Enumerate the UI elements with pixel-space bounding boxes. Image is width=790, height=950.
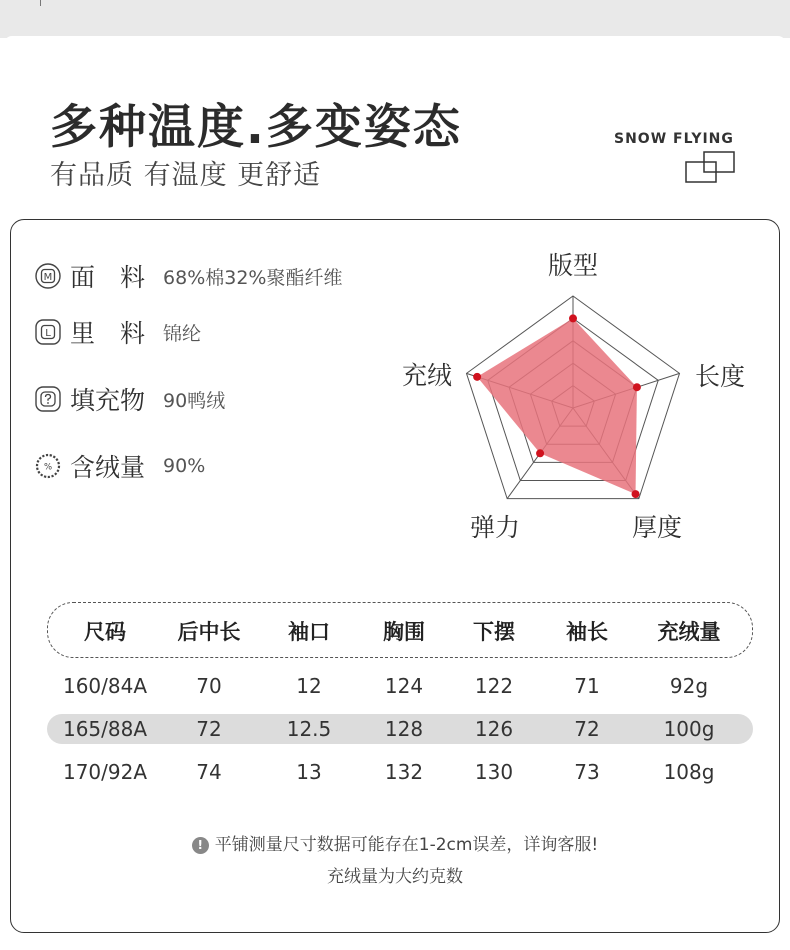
table-header-cell: 充绒量 bbox=[657, 620, 721, 644]
table-cell: 100g bbox=[663, 717, 715, 741]
table-header-cell: 袖长 bbox=[566, 620, 608, 644]
table-header-cell: 下摆 bbox=[473, 620, 515, 644]
table-cell: 160/84A bbox=[62, 674, 148, 698]
radar-data-point bbox=[536, 449, 544, 457]
top-band bbox=[0, 0, 790, 38]
measurement-note bbox=[0, 830, 790, 855]
table-cell: 165/88A bbox=[62, 717, 148, 741]
table-cell: 122 bbox=[474, 674, 514, 698]
spec-value: 90% bbox=[163, 455, 206, 477]
table-cell: 71 bbox=[574, 674, 600, 698]
main-title: 多种温度.多变姿态 bbox=[50, 100, 462, 155]
svg-text:M: M bbox=[43, 272, 53, 284]
table-header-cell: 尺码 bbox=[84, 620, 126, 644]
radar-axis-label: 厚度 bbox=[631, 513, 683, 542]
brand-name: SNOW FLYING bbox=[614, 131, 734, 147]
lining-l-icon bbox=[34, 318, 62, 346]
table-cell: 126 bbox=[474, 717, 514, 741]
spec-row-lining bbox=[34, 314, 201, 350]
sub-title: 有品质 有温度 更舒适 bbox=[50, 160, 322, 191]
spec-value: 锦纶 bbox=[163, 322, 202, 345]
table-cell: 72 bbox=[196, 717, 222, 741]
table-cell: 72 bbox=[574, 717, 600, 741]
spec-value: 68%棉32%聚酯纤维 bbox=[163, 266, 343, 289]
spec-row-down-content bbox=[34, 448, 205, 484]
table-cell: 132 bbox=[384, 760, 424, 784]
radar-chart bbox=[390, 240, 770, 560]
table-cell: 73 bbox=[574, 760, 600, 784]
question-box-icon bbox=[34, 385, 62, 413]
table-cell: 130 bbox=[474, 760, 514, 784]
note-line-2: 充绒量为大约克数 bbox=[327, 867, 463, 887]
table-cell: 92g bbox=[669, 674, 709, 698]
spec-value: 90鸭绒 bbox=[163, 389, 226, 412]
table-cell: 124 bbox=[384, 674, 424, 698]
table-cell: 74 bbox=[196, 760, 222, 784]
spec-label: 含绒量 bbox=[70, 453, 146, 482]
percent-ring-icon bbox=[34, 452, 62, 480]
table-cell: 13 bbox=[296, 760, 322, 784]
table-cell: 108g bbox=[663, 760, 715, 784]
radar-axis-label: 长度 bbox=[694, 362, 746, 391]
exclamation-icon: ! bbox=[192, 837, 209, 854]
radar-data-point bbox=[473, 373, 481, 381]
table-cell: 170/92A bbox=[62, 760, 148, 784]
radar-data-point bbox=[569, 314, 577, 322]
table-cell: 128 bbox=[384, 717, 424, 741]
radar-data-point bbox=[633, 383, 641, 391]
radar-data-point bbox=[632, 490, 640, 498]
radar-data-area bbox=[477, 318, 637, 494]
material-m-icon bbox=[34, 262, 62, 290]
note-line-1: 平铺测量尺寸数据可能存在1-2cm误差，详询客服! bbox=[214, 835, 599, 855]
spec-row-fabric bbox=[34, 258, 342, 294]
svg-text:L: L bbox=[45, 328, 51, 340]
radar-axis-label: 弹力 bbox=[469, 513, 521, 542]
radar-axis-label: 充绒 bbox=[401, 361, 453, 390]
table-header-cell: 后中长 bbox=[177, 620, 241, 644]
table-cell: 70 bbox=[196, 674, 222, 698]
spec-row-filling bbox=[34, 381, 225, 417]
table-cell: 12 bbox=[296, 674, 322, 698]
top-tick bbox=[40, 0, 41, 6]
table-header-cell: 袖口 bbox=[288, 620, 330, 644]
spec-label: 填充物 bbox=[70, 386, 146, 415]
radar-axis-label: 版型 bbox=[547, 251, 599, 280]
brand-logo-icon bbox=[684, 150, 736, 184]
table-cell: 12.5 bbox=[286, 717, 332, 741]
table-header-cell: 胸围 bbox=[383, 620, 425, 644]
spec-label: 面 料 bbox=[70, 263, 146, 292]
spec-label: 里 料 bbox=[70, 319, 146, 348]
svg-text:%: % bbox=[43, 462, 53, 473]
